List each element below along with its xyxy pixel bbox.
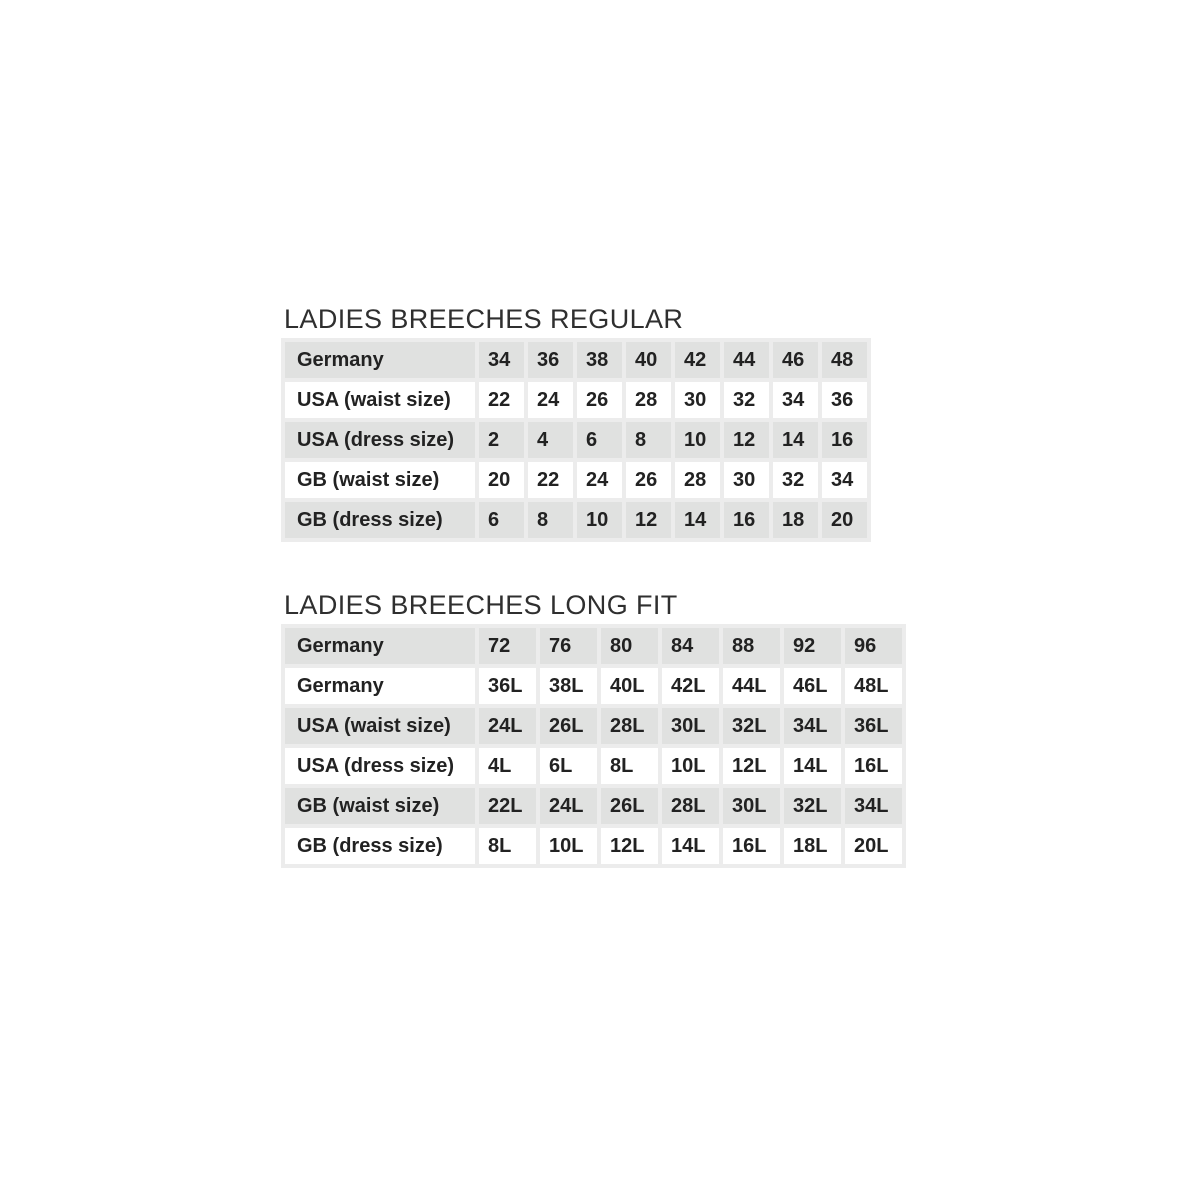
table-row xyxy=(285,788,902,824)
size-value-cell: 40L xyxy=(601,668,658,704)
size-value-cell: 10 xyxy=(675,422,720,458)
size-value-cell: 30L xyxy=(662,708,719,744)
size-value-cell: 92 xyxy=(784,628,841,664)
size-charts-content xyxy=(281,302,906,868)
table-row xyxy=(285,382,867,418)
size-value-cell: 2 xyxy=(479,422,524,458)
row-label-cell: GB (dress size) xyxy=(285,502,475,538)
row-label-cell: Germany xyxy=(285,342,475,378)
size-value-cell: 80 xyxy=(601,628,658,664)
table-row xyxy=(285,708,902,744)
size-value-cell: 24 xyxy=(577,462,622,498)
row-label-cell: Germany xyxy=(285,668,475,704)
size-value-cell: 24L xyxy=(479,708,536,744)
size-value-cell: 14L xyxy=(784,748,841,784)
size-value-cell: 22 xyxy=(528,462,573,498)
size-value-cell: 36 xyxy=(528,342,573,378)
size-value-cell: 4L xyxy=(479,748,536,784)
size-value-cell: 32L xyxy=(784,788,841,824)
size-value-cell: 46 xyxy=(773,342,818,378)
row-label-cell: GB (waist size) xyxy=(285,462,475,498)
size-value-cell: 6 xyxy=(479,502,524,538)
size-value-cell: 48 xyxy=(822,342,867,378)
size-value-cell: 32 xyxy=(724,382,769,418)
size-value-cell: 28 xyxy=(626,382,671,418)
size-value-cell: 42L xyxy=(662,668,719,704)
size-value-cell: 12 xyxy=(626,502,671,538)
size-value-cell: 14 xyxy=(773,422,818,458)
size-value-cell: 10L xyxy=(662,748,719,784)
size-value-cell: 72 xyxy=(479,628,536,664)
row-label-cell: USA (waist size) xyxy=(285,382,475,418)
size-value-cell: 10L xyxy=(540,828,597,864)
size-value-cell: 76 xyxy=(540,628,597,664)
row-label-cell: USA (dress size) xyxy=(285,422,475,458)
size-value-cell: 8L xyxy=(601,748,658,784)
size-value-cell: 34 xyxy=(822,462,867,498)
size-value-cell: 12L xyxy=(723,748,780,784)
size-value-cell: 30L xyxy=(723,788,780,824)
table-row xyxy=(285,668,902,704)
size-value-cell: 30 xyxy=(675,382,720,418)
size-value-cell: 22L xyxy=(479,788,536,824)
size-value-cell: 96 xyxy=(845,628,902,664)
size-value-cell: 22 xyxy=(479,382,524,418)
size-value-cell: 8 xyxy=(528,502,573,538)
size-value-cell: 16L xyxy=(845,748,902,784)
size-value-cell: 18 xyxy=(773,502,818,538)
size-value-cell: 48L xyxy=(845,668,902,704)
size-value-cell: 46L xyxy=(784,668,841,704)
size-value-cell: 18L xyxy=(784,828,841,864)
size-value-cell: 34L xyxy=(845,788,902,824)
table-row xyxy=(285,422,867,458)
size-value-cell: 20 xyxy=(479,462,524,498)
regular-size-table xyxy=(281,338,871,542)
regular-size-section xyxy=(281,302,906,542)
size-value-cell: 8 xyxy=(626,422,671,458)
size-value-cell: 44 xyxy=(724,342,769,378)
size-value-cell: 10 xyxy=(577,502,622,538)
size-value-cell: 14 xyxy=(675,502,720,538)
size-value-cell: 20 xyxy=(822,502,867,538)
row-label-cell: GB (waist size) xyxy=(285,788,475,824)
size-value-cell: 26 xyxy=(577,382,622,418)
long-fit-size-section xyxy=(281,588,906,868)
size-value-cell: 12 xyxy=(724,422,769,458)
table-row xyxy=(285,502,867,538)
table-row xyxy=(285,628,902,664)
table-row xyxy=(285,462,867,498)
size-value-cell: 24 xyxy=(528,382,573,418)
size-value-cell: 34 xyxy=(479,342,524,378)
regular-table-title: LADIES BREECHES REGULAR xyxy=(284,304,684,334)
size-value-cell: 28 xyxy=(675,462,720,498)
size-value-cell: 28L xyxy=(662,788,719,824)
table-row xyxy=(285,342,867,378)
size-value-cell: 16 xyxy=(724,502,769,538)
size-value-cell: 36 xyxy=(822,382,867,418)
table-row xyxy=(285,748,902,784)
size-value-cell: 12L xyxy=(601,828,658,864)
size-value-cell: 38L xyxy=(540,668,597,704)
size-value-cell: 42 xyxy=(675,342,720,378)
size-value-cell: 26L xyxy=(601,788,658,824)
row-label-cell: USA (waist size) xyxy=(285,708,475,744)
size-value-cell: 6 xyxy=(577,422,622,458)
long-fit-size-table xyxy=(281,624,906,868)
size-value-cell: 34L xyxy=(784,708,841,744)
size-value-cell: 38 xyxy=(577,342,622,378)
row-label-cell: USA (dress size) xyxy=(285,748,475,784)
size-value-cell: 44L xyxy=(723,668,780,704)
size-value-cell: 32 xyxy=(773,462,818,498)
long-fit-table-title: LADIES BREECHES LONG FIT xyxy=(284,590,678,620)
size-value-cell: 26L xyxy=(540,708,597,744)
size-value-cell: 28L xyxy=(601,708,658,744)
size-value-cell: 8L xyxy=(479,828,536,864)
size-value-cell: 36L xyxy=(845,708,902,744)
size-value-cell: 16L xyxy=(723,828,780,864)
row-label-cell: Germany xyxy=(285,628,475,664)
size-value-cell: 16 xyxy=(822,422,867,458)
table-row xyxy=(285,828,902,864)
size-value-cell: 84 xyxy=(662,628,719,664)
row-label-cell: GB (dress size) xyxy=(285,828,475,864)
size-value-cell: 32L xyxy=(723,708,780,744)
size-value-cell: 26 xyxy=(626,462,671,498)
size-value-cell: 6L xyxy=(540,748,597,784)
size-value-cell: 36L xyxy=(479,668,536,704)
size-value-cell: 14L xyxy=(662,828,719,864)
size-value-cell: 30 xyxy=(724,462,769,498)
size-value-cell: 4 xyxy=(528,422,573,458)
size-value-cell: 88 xyxy=(723,628,780,664)
size-value-cell: 20L xyxy=(845,828,902,864)
size-value-cell: 24L xyxy=(540,788,597,824)
size-value-cell: 34 xyxy=(773,382,818,418)
size-value-cell: 40 xyxy=(626,342,671,378)
